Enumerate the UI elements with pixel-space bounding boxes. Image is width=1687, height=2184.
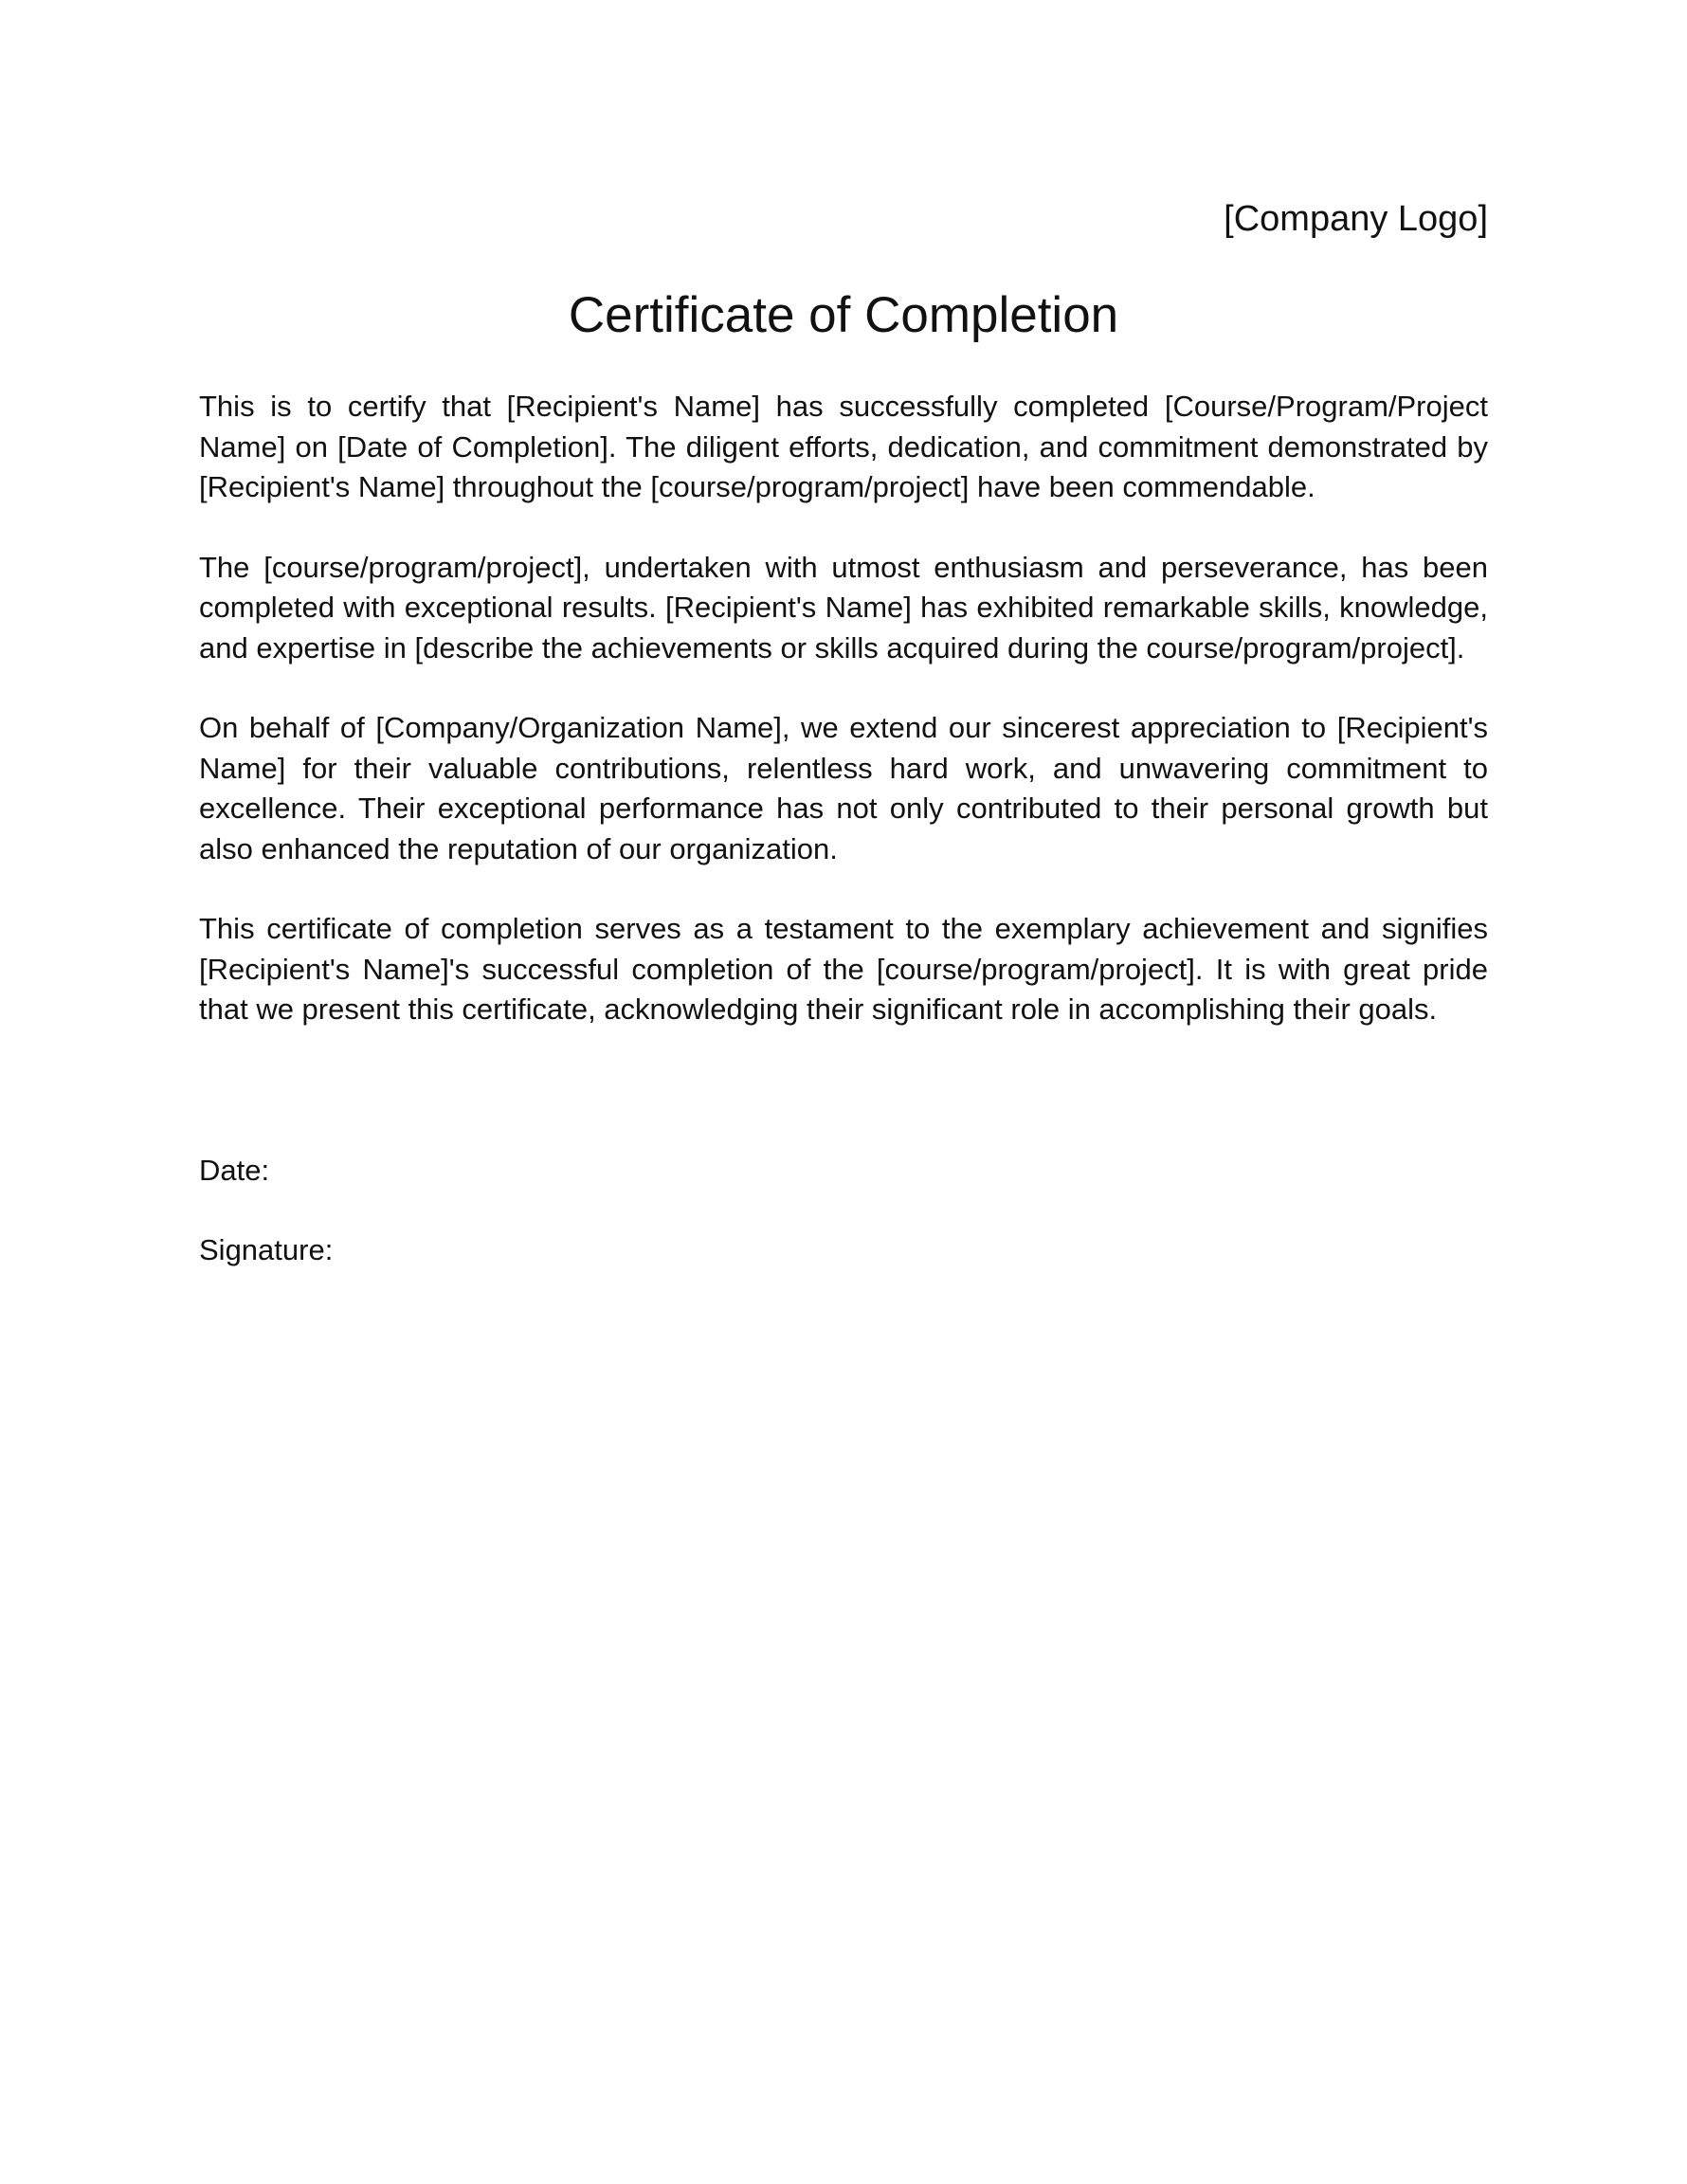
certificate-title: Certificate of Completion bbox=[568, 287, 1119, 343]
paragraph-testament: This certificate of completion serves as a testament to the exemplary achievement and signifies [Recipient's Name]'s successful completion of the [course/program/project]. It is with great pride that we present this certificate, acknowledging their significant role in accomplishing their goals. bbox=[199, 912, 1488, 1026]
signature-label: Signature: bbox=[199, 1233, 334, 1266]
paragraph-certification: This is to certify that [Recipient's Name] has successfully completed [Course/Program/Project Name] on [Date of Completion]. The diligent efforts, dedication, and commitment demonstrated by [Recipient's Name] throughout the [course/program/project] have been commendable. bbox=[199, 390, 1488, 503]
certificate-body bbox=[199, 387, 1488, 1070]
paragraph-appreciation: On behalf of [Company/Organization Name], we extend our sincerest appreciation to [Recipient's Name] for their valuable contributions, relentless hard work, and unwavering commitment to excellence. Their exceptional performance has not only contributed to their personal growth but also enhanced the reputation of our organization. bbox=[199, 711, 1488, 865]
date-label: Date: bbox=[199, 1154, 270, 1187]
company-logo-placeholder: [Company Logo] bbox=[1224, 199, 1488, 239]
paragraph-results: The [course/program/project], undertaken with utmost enthusiasm and perseverance, has been completed with exceptional results. [Recipient's Name] has exhibited remarkable skills, knowledge, and expertise in [describe the achievements or skills acquired during the course/program/project]. bbox=[199, 550, 1488, 664]
